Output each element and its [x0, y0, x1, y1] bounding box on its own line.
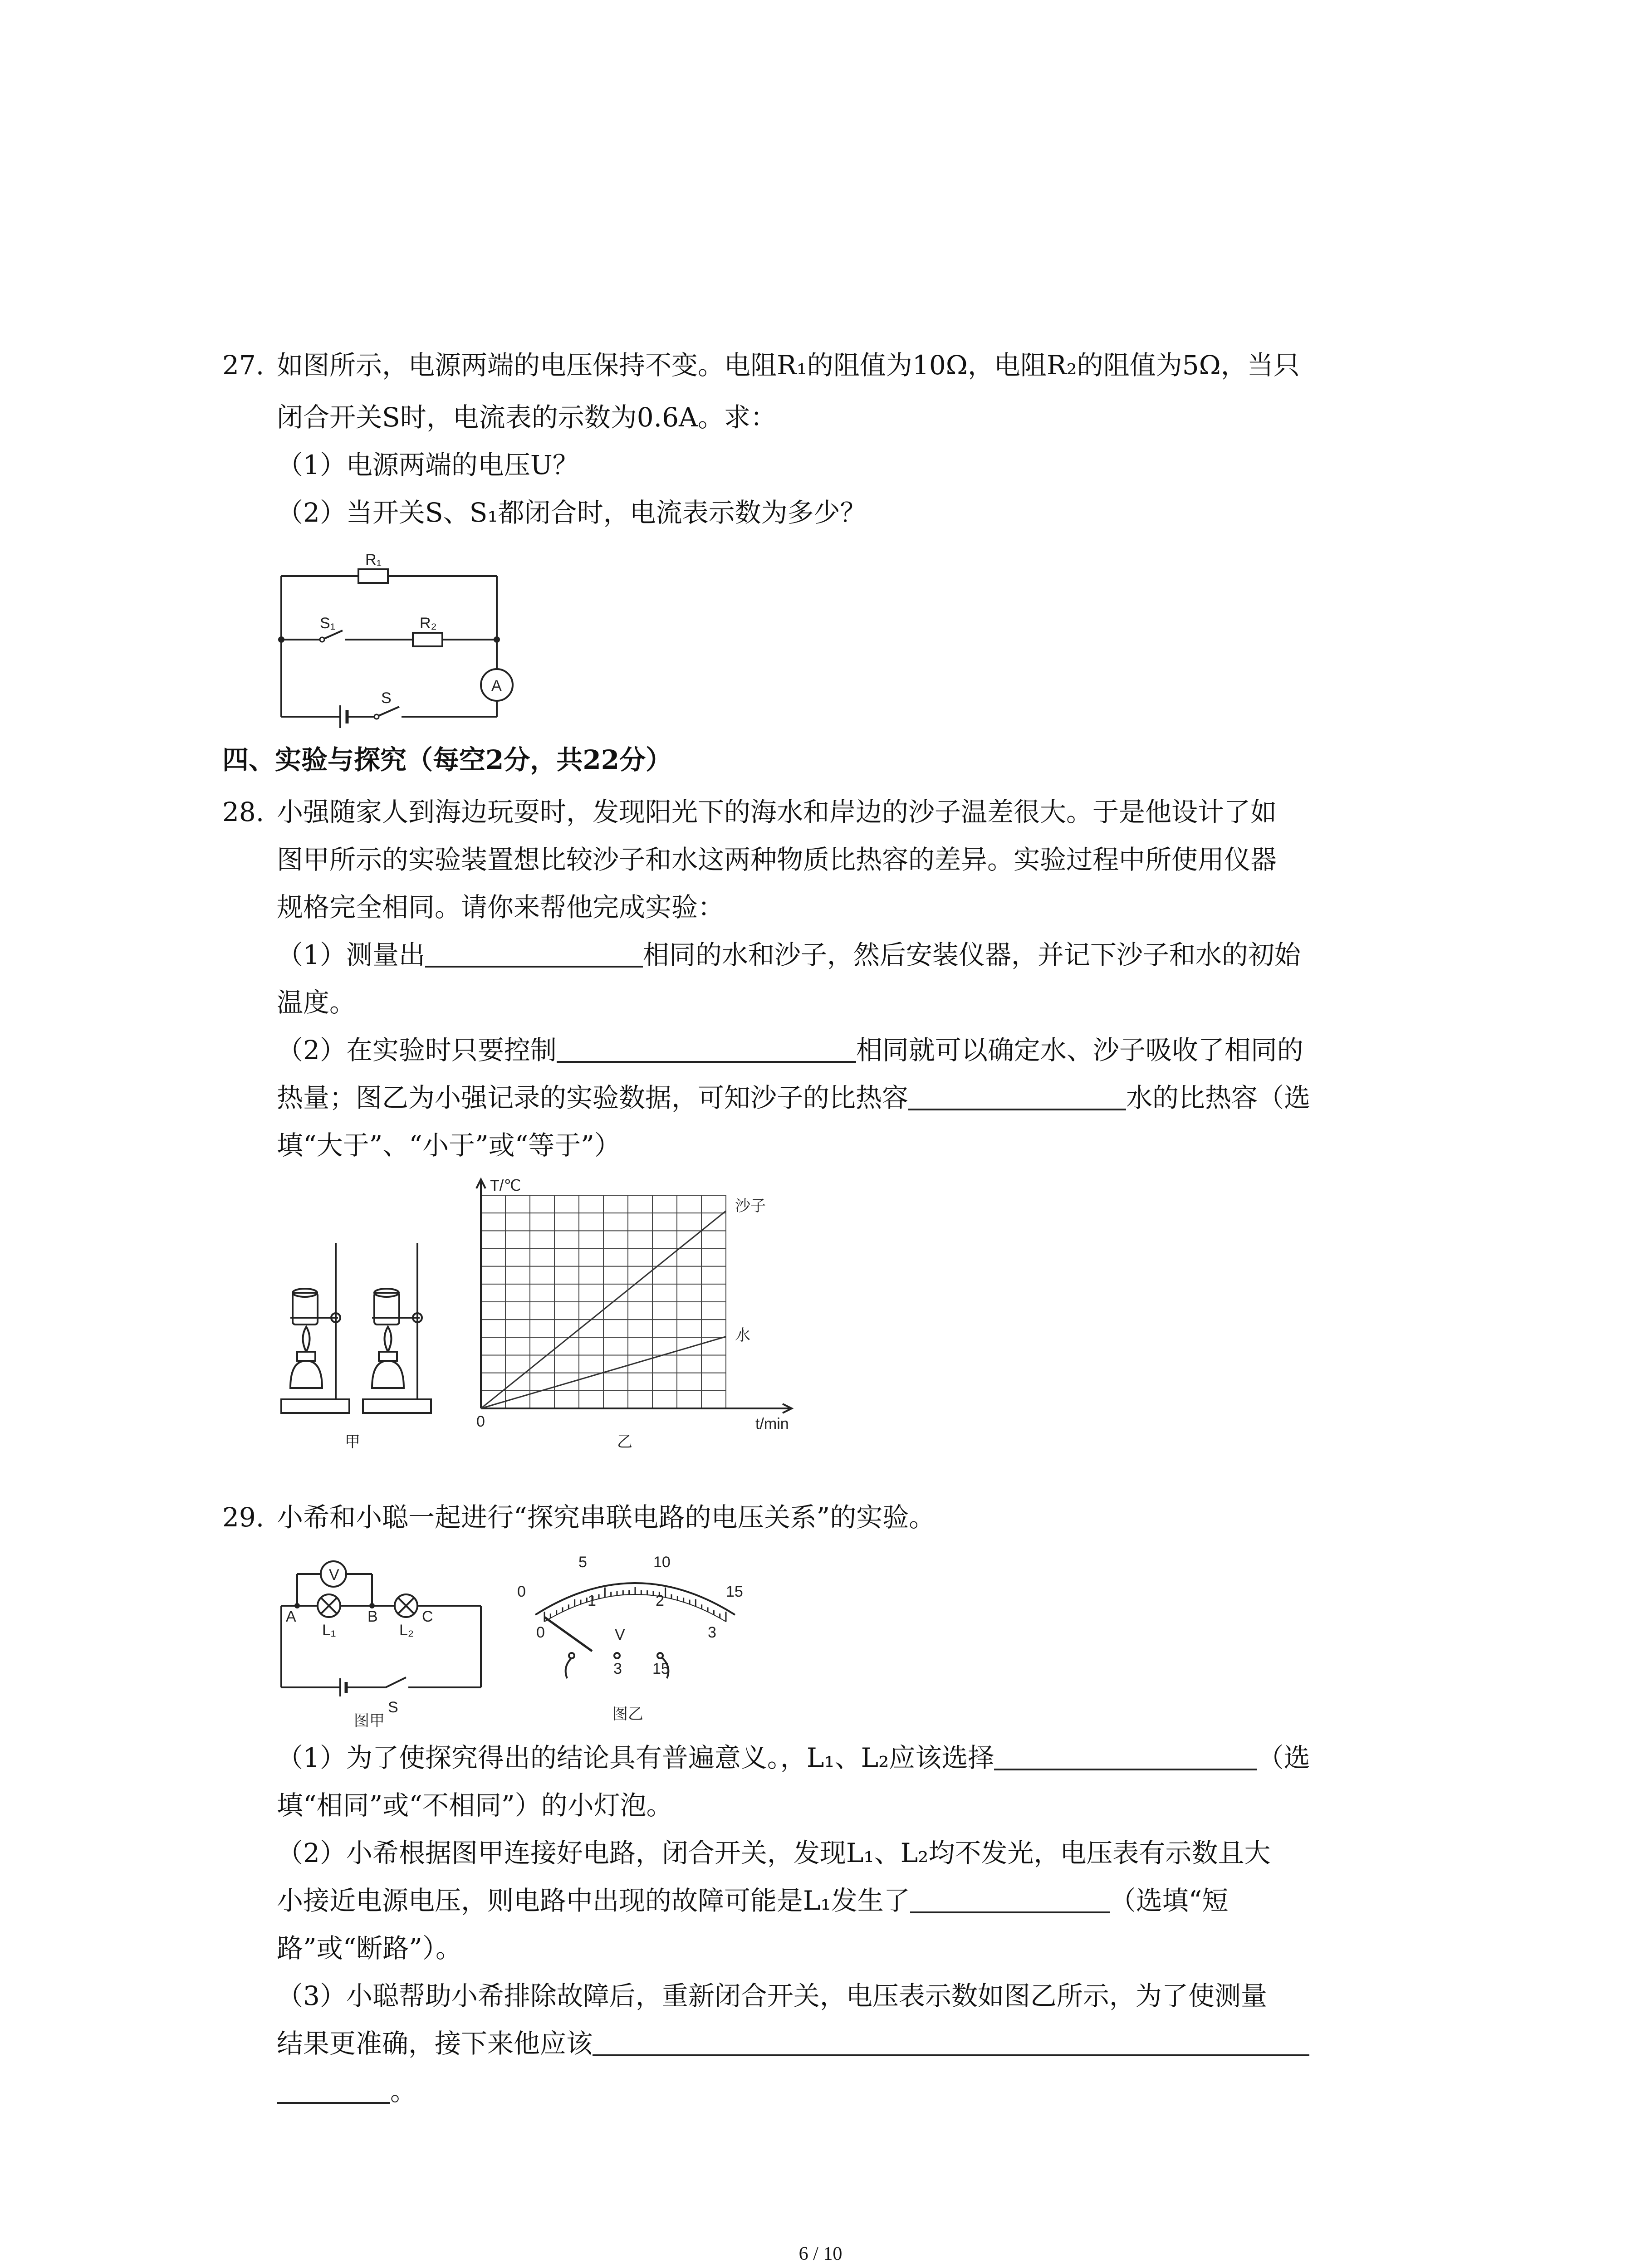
q27-circuit-diagram	[272, 549, 544, 730]
q28-line1: 小强随家人到海边玩耍时，发现阳光下的海水和岸边的沙子温差很大。于是他设计了如	[277, 797, 1277, 827]
dial-bottom-2: 2	[656, 1592, 664, 1609]
q28-sub1-b: 相同的水和沙子，然后安装仪器，并记下沙子和水的初始	[642, 939, 1301, 970]
q29-sub2-row	[277, 1885, 1228, 1916]
q28-sub2-row	[277, 1034, 1303, 1066]
q28-sub2-d: 水的比热容（选	[1126, 1082, 1311, 1113]
q28-sub1-a: （1）测量出	[277, 939, 425, 970]
q29-sub3-b: 结果更准确，接下来他应该	[277, 2028, 593, 2059]
q29-blank-3-cont[interactable]	[277, 2077, 390, 2104]
ammeter-label: A	[491, 677, 502, 694]
chart-xlabel: t/min	[755, 1415, 789, 1432]
q29-sub3-c: 。	[390, 2076, 417, 2107]
series-label-sand: 沙子	[735, 1198, 766, 1215]
q28-line3: 规格完全相同。请你来帮他完成实验：	[277, 892, 725, 923]
q29-sub2-a: （2）小希根据图甲连接好电路，闭合开关，发现L₁、L₂均不发光，电压表有示数且大	[277, 1838, 1271, 1868]
q28-sub2-b: 相同就可以确定水、沙子吸收了相同的	[856, 1035, 1303, 1066]
fig-yi-label: 乙	[617, 1433, 632, 1451]
q29-number: 29.	[222, 1502, 265, 1533]
s1-label: S₁	[320, 615, 336, 632]
q28-number: 28.	[222, 797, 265, 827]
chart-ylabel: T/℃	[490, 1177, 521, 1194]
dial-unit: V	[615, 1626, 625, 1643]
q27-line1: 如图所示，电源两端的电压保持不变。电阻R₁的阻值为10Ω，电阻R₂的阻值为5Ω，当只	[277, 350, 1300, 381]
terminal-15-label: 15	[652, 1660, 670, 1677]
voltmeter-label: V	[329, 1566, 339, 1584]
q29-sub3-a: （3）小聪帮助小希排除故障后，重新闭合开关，电压表示数如图乙所示，为了使测量	[277, 1980, 1267, 2011]
q28-sub1-row	[277, 939, 1301, 971]
q29-sub1-row	[277, 1742, 1310, 1774]
s-label: S	[381, 689, 392, 707]
dial-bottom-1: 1	[588, 1592, 596, 1609]
q29-sub3-row	[277, 2028, 1309, 2059]
q29-sub2-b: 小接近电源电压，则电路中出现的故障可能是L₁发生了	[277, 1885, 910, 1916]
fig29-jia-label: 图甲	[354, 1712, 385, 1728]
series-label-water: 水	[735, 1327, 750, 1344]
q29-blank-1[interactable]	[994, 1743, 1257, 1770]
dial-top-15: 15	[726, 1583, 743, 1600]
q29-blank-3[interactable]	[593, 2029, 1309, 2056]
q27-line2: 闭合开关S时，电流表的示数为0.6A。求：	[277, 402, 777, 433]
fig-jia-label: 甲	[345, 1433, 360, 1451]
q29-sub1-a: （1）为了使探究得出的结论具有普遍意义。，L₁、L₂应该选择	[277, 1742, 994, 1773]
q28-sub2-c: 热量；图乙为小强记录的实验数据，可知沙子的比热容	[277, 1082, 909, 1113]
resistor-r2	[413, 633, 442, 646]
node-c-label: C	[422, 1608, 433, 1625]
q27-sub2: （2）当开关S、S₁都闭合时，电流表示数为多少？	[277, 497, 867, 528]
q28-sub1-c: 温度。	[277, 987, 356, 1018]
q28-sub2-a: （2）在实验时只要控制	[277, 1035, 557, 1066]
q29-sub2-c: （选填“短	[1109, 1885, 1229, 1916]
q28-apparatus-figure	[272, 1225, 463, 1461]
page-number: 6 / 10	[798, 2244, 843, 2264]
q28-blank-1[interactable]	[425, 940, 643, 968]
l1-label: L₁	[322, 1622, 336, 1639]
l2-label: L₂	[399, 1622, 414, 1639]
q29-line1: 小希和小聪一起进行“探究串联电路的电压关系”的实验。	[277, 1502, 936, 1533]
q29-sub2-d: 路”或“断路”）。	[277, 1933, 462, 1964]
q29-sub1-b: （选	[1257, 1742, 1310, 1773]
dial-bottom-0: 0	[536, 1624, 545, 1641]
dial-top-0: 0	[517, 1583, 526, 1600]
dial-top-5: 5	[578, 1554, 587, 1571]
dial-top-10: 10	[653, 1554, 671, 1571]
q28-blank-2[interactable]	[557, 1036, 856, 1063]
resistor-r1	[358, 569, 388, 583]
q29-sub1-c: 填“相同”或“不相同”）的小灯泡。	[277, 1790, 673, 1821]
chart-origin-label: 0	[476, 1413, 485, 1430]
section4-title: 四、实验与探究（每空2分，共22分）	[222, 744, 672, 775]
q29-sub3-row2	[277, 2075, 416, 2107]
node-a-label: A	[286, 1608, 296, 1625]
q27-sub1: （1）电源两端的电压U？	[277, 450, 579, 480]
dial-bottom-3: 3	[708, 1624, 716, 1641]
r2-label: R₂	[420, 615, 437, 632]
q28-sub2-e: 填“大于”、“小于”或“等于”）	[277, 1130, 621, 1161]
q29-blank-2[interactable]	[910, 1886, 1110, 1913]
q28-sub2-row2	[277, 1082, 1310, 1114]
switch-s-label: S	[388, 1699, 398, 1716]
q28-temperature-chart	[472, 1173, 826, 1454]
q29-circuit-diagram	[272, 1556, 499, 1728]
q29-voltmeter-dial	[508, 1538, 762, 1728]
fig29-yi-label: 图乙	[612, 1706, 643, 1723]
terminal-3-label: 3	[613, 1660, 622, 1677]
r1-label: R₁	[365, 551, 382, 568]
q27-number: 27.	[222, 350, 265, 381]
q28-blank-3[interactable]	[908, 1083, 1126, 1110]
q28-line2: 图甲所示的实验装置想比较沙子和水这两种物质比热容的差异。实验过程中所使用仪器	[277, 844, 1277, 875]
node-b-label: B	[367, 1608, 378, 1625]
